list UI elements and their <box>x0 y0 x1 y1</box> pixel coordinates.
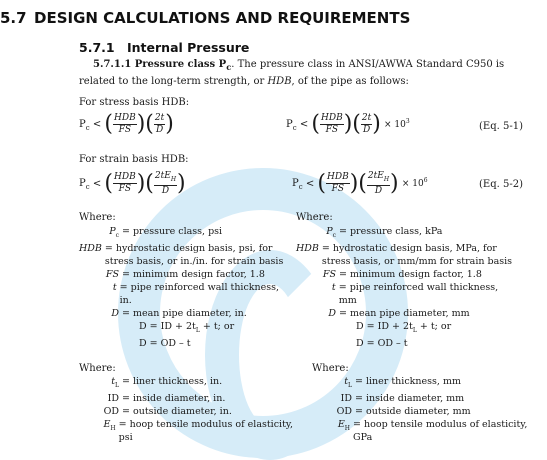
paragraph-heading-text: 5.7.1.1 Pressure class P <box>93 59 227 70</box>
definitions-right <box>296 225 518 350</box>
eq1-si-lhs: $P_c$ <box>286 119 297 132</box>
where2-label-right: Where: <box>312 363 349 374</box>
eq1-frac2: $\frac{2t}{D}$ <box>154 113 165 135</box>
eq2-si-frac1: $\frac{\text{HDB}}{FS}$ <box>327 172 349 195</box>
eq1-si-lt: < <box>299 119 309 130</box>
intro-paragraph <box>79 58 534 89</box>
def-row: t = pipe reinforced wall thickness, in. <box>112 281 280 306</box>
def-row: t = pipe reinforced wall thickness, mm <box>331 281 499 306</box>
paragraph-heading <box>93 59 231 70</box>
eq1-frac1: $\frac{\text{HDB}}{FS}$ <box>114 113 136 135</box>
def-row: $E_H$ = hoop tensile modulus of elasticity, GPa <box>337 418 528 443</box>
def-row: HDB = hydrostatic design basis, psi, for stress basis, or in./in. for strain basis <box>79 242 284 267</box>
paragraph-text-end: , of the pipe as follows: <box>291 75 409 87</box>
d-formula-1-si: D = ID + $2t_L + t$; or <box>356 320 452 334</box>
def-row: $P_c$ = pressure class, kPa <box>326 226 443 239</box>
subsection-heading <box>79 40 249 55</box>
eq-5-2-label: (Eq. 5-2) <box>479 179 523 190</box>
eq2-multiplier: × $10^6$ <box>401 177 428 190</box>
def-row: $t_L$ = liner thickness, in. <box>111 376 223 389</box>
eq2-si-lhs: $P_c$ <box>292 178 303 192</box>
def-row: OD = outside diameter, in. <box>103 405 232 417</box>
strain-basis-label: For strain basis HDB: <box>79 154 189 165</box>
paragraph-hdb: HDB <box>267 75 292 87</box>
def-row: HDB = hydrostatic design basis, MPa, for stress basis, or mm/mm for strain basis <box>296 242 513 267</box>
eq-5-1-label: (Eq. 5-1) <box>479 121 523 132</box>
definitions2-right <box>312 375 540 444</box>
def-row: OD = outside diameter, mm <box>336 405 471 417</box>
eq1-lhs: $P_c$ <box>79 119 90 132</box>
section-number: 5.7 <box>0 9 27 27</box>
def-row: FS = minimum design factor, 1.8 <box>322 268 482 280</box>
subsection-title: Internal Pressure <box>127 40 250 55</box>
equation-5-2-si: $P_c$ < ( $\frac{\text{HDB}}{FS}$ )( $\frac{2tE_H}{D}$ ) × $10^6$ <box>292 170 428 196</box>
def-row: $E_H$ = hoop tensile modulus of elasticity, psi <box>103 418 294 443</box>
where-label-left: Where: <box>79 212 116 223</box>
eq2-frac1: $\frac{\text{HDB}}{FS}$ <box>114 172 136 195</box>
eq2-si-lt: < <box>305 178 315 190</box>
equation-5-2-us: $P_c$ < ( $\frac{\text{HDB}}{FS}$ )( $\frac{2tE_H}{D}$ ) <box>79 170 186 196</box>
eq2-lhs: $P_c$ <box>79 178 90 192</box>
eq2-lt: < <box>92 178 102 190</box>
equation-5-1-us: $P_c$ < ( $\frac{\text{HDB}}{FS}$ )( $\frac{2t}{D}$ ) <box>79 111 174 137</box>
def-row: FS = minimum design factor, 1.8 <box>105 268 265 280</box>
def-row: D = mean pipe diameter, in. <box>111 307 247 319</box>
stress-basis-label: For stress basis HDB: <box>79 97 190 108</box>
paragraph-heading-sub: c <box>226 62 232 72</box>
eq2-si-frac2: $\frac{2tE_H}{D}$ <box>367 171 390 196</box>
def-row: ID = inside diameter, mm <box>340 392 465 404</box>
subsection-number: 5.7.1 <box>79 40 115 55</box>
d-formula-2: D = OD – t <box>139 337 191 349</box>
eq1-lt: < <box>92 119 102 130</box>
where-label-right: Where: <box>296 212 333 223</box>
eq1-si-frac2: $\frac{2t}{D}$ <box>361 113 372 135</box>
d-formula-2-si: D = OD – t <box>356 337 408 349</box>
eq1-si-frac1: $\frac{\text{HDB}}{FS}$ <box>321 113 343 135</box>
eq2-frac2: $\frac{2tE_H}{D}$ <box>154 171 177 196</box>
equation-5-1-si: $P_c$ < ( $\frac{\text{HDB}}{FS}$ )( $\frac{2t}{D}$ ) × $10^3$ <box>286 111 410 137</box>
definitions2-left <box>79 375 294 444</box>
section-heading <box>0 9 410 27</box>
def-row: $t_L$ = liner thickness, mm <box>344 376 461 389</box>
where2-label-left: Where: <box>79 363 116 374</box>
d-formula-1: D = ID + $2t_L + t$; or <box>139 320 235 334</box>
def-row: $P_c$ = pressure class, psi <box>109 226 223 239</box>
def-row: ID = inside diameter, in. <box>107 392 226 404</box>
section-title: DESIGN CALCULATIONS AND REQUIREMENTS <box>34 9 411 27</box>
definitions-left <box>79 225 284 350</box>
paragraph-text: . The pressure class in ANSI/AWWA Standard C950 is related to the long-term strength, or <box>79 59 505 87</box>
eq1-multiplier: × $10^3$ <box>384 118 410 130</box>
def-row: D = mean pipe diameter, mm <box>328 307 470 319</box>
